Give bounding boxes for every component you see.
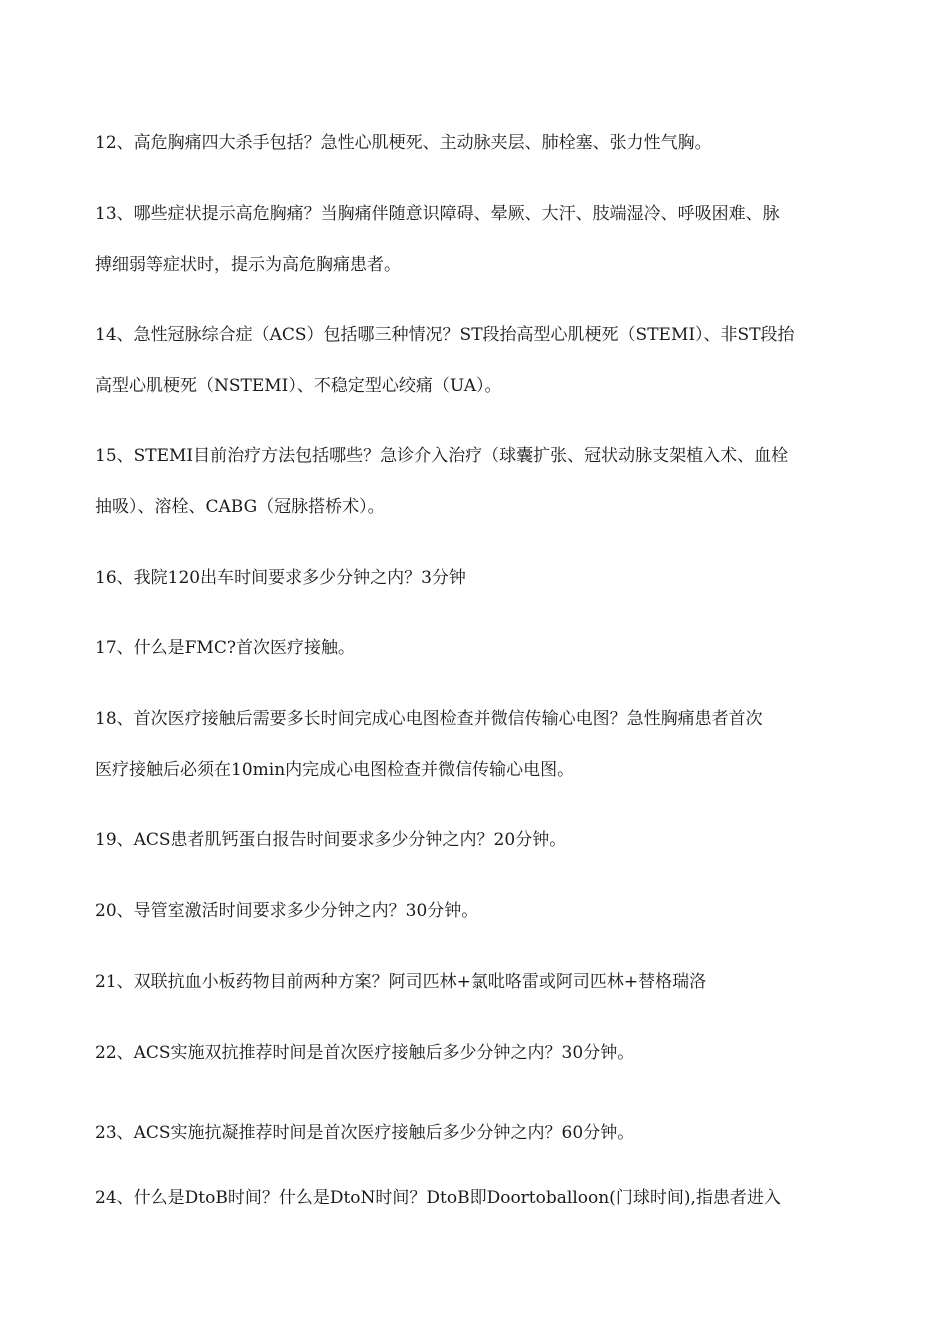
item-17: 17、什么是FMC?首次医疗接触。 [95, 638, 355, 658]
item-15-cont: 抽吸）、溶栓、CABG（冠脉搭桥术）。 [95, 497, 385, 517]
item-21: 21、双联抗血小板药物目前两种方案？阿司匹林+氯吡咯雷或阿司匹林+替格瑞洛 [95, 972, 707, 992]
item-15: 15、STEMI目前治疗方法包括哪些？急诊介入治疗（球囊扩张、冠状动脉支架植入术、血栓 [95, 446, 789, 466]
item-14: 14、急性冠脉综合症（ACS）包括哪三种情况？ST段抬高型心肌梗死（STEMI）、非ST段抬 [95, 325, 795, 345]
item-18: 18、首次医疗接触后需要多长时间完成心电图检查并微信传输心电图？急性胸痛患者首次 [95, 709, 763, 729]
item-23: 23、ACS实施抗凝推荐时间是首次医疗接触后多少分钟之内？60分钟。 [95, 1123, 635, 1143]
item-13-cont: 搏细弱等症状时，提示为高危胸痛患者。 [95, 255, 401, 275]
item-12: 12、高危胸痛四大杀手包括？急性心肌梗死、主动脉夹层、肺栓塞、张力性气胸。 [95, 133, 712, 153]
item-20: 20、导管室激活时间要求多少分钟之内？30分钟。 [95, 901, 479, 921]
item-13: 13、哪些症状提示高危胸痛？当胸痛伴随意识障碍、晕厥、大汗、肢端湿冷、呼吸困难、脉 [95, 204, 780, 224]
item-19: 19、ACS患者肌钙蛋白报告时间要求多少分钟之内？20分钟。 [95, 830, 567, 850]
item-14-cont: 高型心肌梗死（NSTEMI）、不稳定型心绞痛（UA）。 [95, 376, 502, 396]
item-22: 22、ACS实施双抗推荐时间是首次医疗接触后多少分钟之内？30分钟。 [95, 1043, 635, 1063]
item-16: 16、我院120出车时间要求多少分钟之内？3分钟 [95, 568, 466, 588]
item-18-cont: 医疗接触后必须在10min内完成心电图检查并微信传输心电图。 [95, 760, 575, 780]
item-24: 24、什么是DtoB时间？什么是DtoN时间？DtoB即Doortoballoon(门球时间),指患者进入 [95, 1188, 781, 1208]
